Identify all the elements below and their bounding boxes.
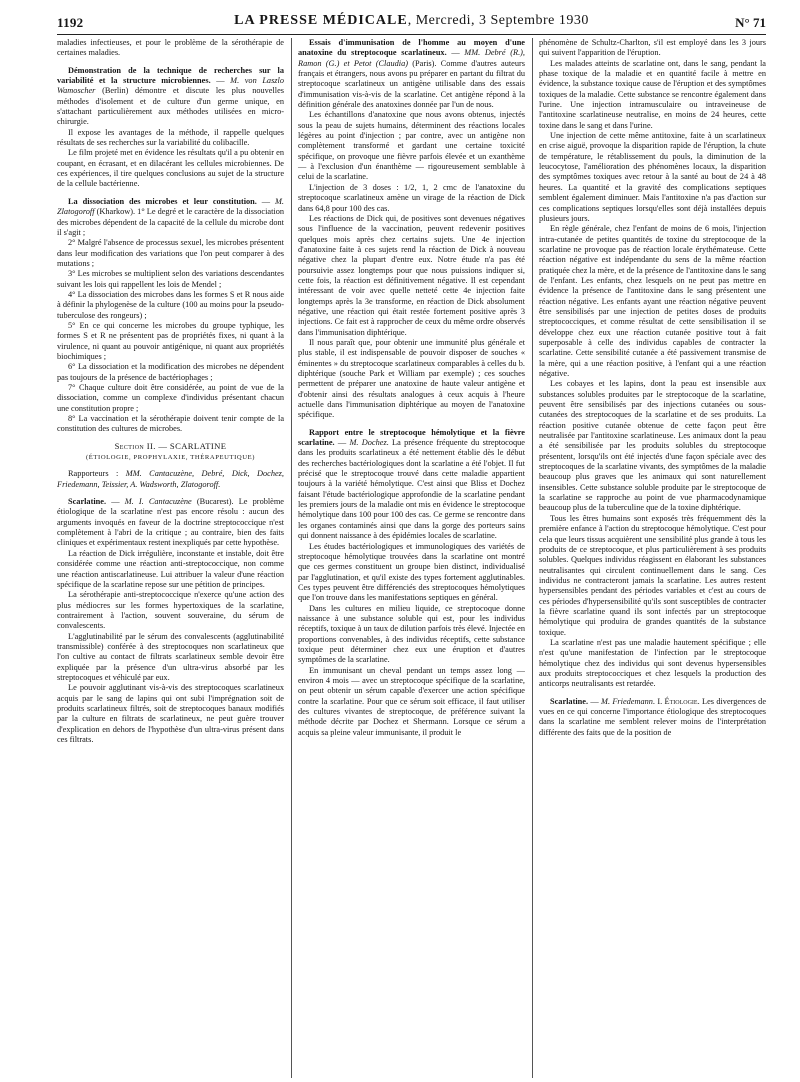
paragraph: (Paris). Comme d'autres auteurs français et étrangers, nous avons pu préparer en partant du filtrat du streptocoque scarlatineux un antigène utilisable dans des essais d'immunisation vis-à-vis de la scarlatine. Cet antigène répond à la définition générale des anatoxines donnée par l'un de nous. bbox=[298, 58, 525, 110]
paragraph: Une injection de cette même antitoxine, faite à un scarlatineux en crise aiguë, provoque la disparition rapide de l'éruption, la chute de température, le rétablissement du pouls, la diminution de la leucocytose, l'amélioration des phénomènes locaux, la disparition des symptômes toxiques avec retour à la santé au bout de 24 à 48 heures. La quantité et la gravité des complications septiques semblent également diminuer. Mais l'antitoxine n'a pas d'action sur ces complications septiques lorsqu'elles sont déjà installées depuis plusieurs jours. bbox=[539, 131, 766, 223]
paragraph: La sérothérapie anti-streptococcique n'exerce qu'une action des plus médiocres sur les formes hypertoxiques de la scarlatine, contrairement à l'action, souvent souveraine, du sérum de convalescents. bbox=[57, 590, 284, 631]
paragraph: Les échantillons d'anatoxine que nous avons obtenus, injectés sous la peau de sujets humains, déterminent des réactions locales légères au point d'injection ; par contre, avec un antigène non complètement transformé et gardant une certaine toxicité spécifique, on provoque une fièvre parfois élevée et un exanthème — à l'exclusion d'un énanthème — rigoureusement semblable à celui de la scarlatine. bbox=[298, 110, 525, 182]
author-name: M. Zlatogoroff bbox=[57, 196, 284, 217]
paragraph: Le pouvoir agglutinant vis-à-vis des streptocoques scarlatineux acquis par le sang de lapins qui ont subi l'imprégnation soit de produits scarlatineux filtrés, soit de streptocoques banaux modifiés par la culture en filtrats de scarlatineux, ne peut guère trouver d'explication en dehors de l'hypothèse d'un ultra-virus présent dans ces filtrats. bbox=[57, 683, 284, 744]
paragraph: L'injection de 3 doses : 1/2, 1, 2 cmc de l'anatoxine du streptocoque scarlatineux amène un virage de la réaction de Dick dans 64,8 pour 100 des cas. bbox=[298, 182, 525, 213]
author-name: M. von Laszlo Wamoscher bbox=[57, 76, 284, 96]
author-name: MM. Debré (R.), Ramon (G.) et Petot (Claudia) bbox=[298, 48, 525, 68]
journal-name: LA PRESSE MÉDICALE bbox=[234, 13, 408, 28]
paragraph: La réaction de Dick irrégulière, inconstante et instable, doit être considérée comme une réaction anti-streptococcique, non comme une réaction antiscarlatineuse. Lui attribuer la valeur d'une réaction spécifique de la scarlatine repose sur une pétition de principes. bbox=[57, 548, 284, 589]
page-number: 1192 bbox=[57, 15, 84, 30]
communication-block: Rapport entre le streptocoque hémolytique et la fièvre scarlatine. — M. Dochez. La présence fréquente du streptocoque dans les produits scarlatineux a été nettement établie dès le début des recherches bactériologiques dont la scarlatine a été l'objet. Il fut précisé que le streptocoque trouvé dans cette maladie appartient toujours à la variété hémolytique. C'est ainsi que Bliss et Dochez faisant l'étude bactériologique approfondie de la scarlatine pendant les premiers jours de la maladie ont mis en évidence le streptocoque hémolytique dans 100 pour 100 des cas. Ce germe se rencontre dans les organes contaminés ainsi que dans la gorge des porteurs sains qui donnent naissance à des épidémies locales de scarlatine. bbox=[298, 427, 525, 541]
paragraph: Les cobayes et les lapins, dont la peau est insensible aux substances solubles produites par le streptocoque de la scarlatine, peuvent être sensibilisés par des injections cutanées ou sous-cutanées des streptocoques de la scarlatine et de ses produits. La réaction positive cutanée obtenue de cette façon peut être neutralisée par l'antitoxine scarlatineuse. Les animaux dont la peau a été sensibilisée par les produits solubles du streptocoque présentent, lorsqu'ils ont été injectés d'une façon spéciale avec des streptocoques de la scarlatine vivants, des symptômes de la maladie beaucoup plus graves que les animaux qui sont naturellement insensibles. Cette substance soluble produite par le streptocoque de la scarlatine se rapproche au point de vue pharmacodynamique beaucoup plus de la tuberculine que de la toxine diphtérique. bbox=[539, 379, 766, 513]
column-left bbox=[57, 38, 284, 1078]
communication-block: Scarlatine. — M. Friedemann. I. Étiologie. Les divergences de vues en ce qui concerne l'importance étiologique des streptocoques dans la scarlatine me semblent relever moins de l'interprétation différente des faits que de la position de bbox=[539, 696, 766, 737]
list-item: 4° La dissociation des microbes dans les formes S et R nous aide à définir la phylogenèse de la culture (100 au moins pour la pseudo-tuberculose des rongeurs) ; bbox=[57, 289, 284, 320]
communication-heading: Scarlatine. bbox=[68, 497, 107, 507]
paragraph: Les réactions de Dick qui, de positives sont devenues négatives sous l'influence de la vaccination, peuvent redevenir positives quelques mois après chez certains sujets. Une 4e injection d'anatoxine faite à ces sujets rend la réaction de Dick à nouveau négative chez la plupart d'entre eux. Notre étude n'a pas été poursuivie assez longtemps pour que nous puissions indiquer si, cette fois, la réaction est définitivement négative. Il est cependant intéressant de voir avec quelle netteté cette 4e injection faite longtemps après la 3e transforme, en réaction de Dick absolument négative, une réaction qui était restée fortement positive après 3 injections. Ce fait est à rapprocher de ceux du même ordre observés dans l'immunisation diphtérique. bbox=[298, 213, 525, 337]
paragraph: Les études bactériologiques et immunologiques des variétés de streptocoque hémolytique trouvées dans la scarlatine ont montré que ces germes constituent un groupe bien distinct, individualisé par l'agglutination, et qu'il existe des types fortement agglutinables. Ces types peuvent être différenciés des streptocoques hémolytiques que l'on trouve dans les manifestations septiques en général. bbox=[298, 541, 525, 603]
paragraph: Les malades atteints de scarlatine ont, dans le sang, pendant la phase toxique de la maladie et en quantité facile à mettre en évidence, la substance toxique cause de l'éruption et des symptômes toxiques de la maladie. Cette substance se rencontre également dans l'urine. Une injection intramusculaire ou intraveineuse de l'antitoxine scarlatineuse neutralise, en moins de 24 heures, cette toxine dans le sang et dans l'urine. bbox=[539, 58, 766, 130]
issue-date: , Mercredi, 3 Septembre 1930 bbox=[407, 13, 589, 28]
author-name: M. Dochez bbox=[349, 438, 387, 448]
author-name: M. Friedemann bbox=[601, 696, 653, 706]
paragraph: maladies infectieuses, et pour le problème de la sérothérapie de certaines maladies. bbox=[57, 38, 284, 58]
section-name: — SCARLATINE bbox=[155, 440, 227, 451]
rapporteurs-label: Rapporteurs : bbox=[68, 469, 119, 479]
list-item: 2° Malgré l'absence de processus sexuel, les microbes présentent dans leur modification des variations que l'on peut comparer à des mutations ; bbox=[57, 238, 284, 268]
column-middle bbox=[291, 38, 525, 1078]
paragraph: Les divergences de vues en ce qui concerne l'importance étiologique des streptocoques dans la scarlatine me semblent relever moins de l'interprétation différente des faits que de la position de bbox=[539, 696, 766, 737]
paragraph: L'agglutinabilité par le sérum des convalescents (agglutinabilité transmissible) conférée à des streptocoques non scarlatineux que l'on cultive au contact de filtrats scarlatineux semble devoir être expliquée par la présence d'un ultra-virus absorbé par les streptocoques et véhiculé par eux. bbox=[57, 631, 284, 682]
paragraph: La scarlatine n'est pas une maladie hautement spécifique ; elle n'est qu'une manifestation de l'infection par le streptocoque hémolytique chez des individus qui sont devenus hypersensibles aux produits streptococciques et chez lesquels la production des anticorps neutralisants est retardée. bbox=[539, 637, 766, 689]
paragraph: La présence fréquente du streptocoque dans les produits scarlatineux a été nettement établie dès le début des recherches bactériologiques dont la scarlatine a été l'objet. Il fut précisé que le streptocoque trouvé dans cette maladie appartient toujours à la variété hémolytique. C'est ainsi que Bliss et Dochez faisant l'étude bactériologique approfondie de la scarlatine pendant les premiers jours de la maladie ont mis en évidence le streptocoque hémolytique dans 100 pour 100 des cas. Ce germe se rencontre dans les organes contaminés ainsi que dans la gorge des porteurs sains qui donnent naissance à des épidémies locales de scarlatine. bbox=[298, 438, 525, 541]
paragraph: (Bucarest). Le problème étiologique de la scarlatine n'est pas encore résolu : aucun des arguments invoqués en faveur de la doctrine streptococcique n'est complètement à l'abri de la critique ; au contraire, bien des faits cliniques et expérimentaux restent inexpliqués par cette hypothèse. bbox=[57, 497, 284, 548]
list-item: 6° La dissociation et la modification des microbes ne dépendent pas toujours de la présence de bactériophages ; bbox=[57, 362, 284, 382]
list-item: 8° La vaccination et la sérothérapie doivent tenir compte de la constitution des cultures de microbes. bbox=[57, 414, 284, 434]
paragraph: Dans les cultures en milieu liquide, ce streptocoque donne naissance à une substance soluble qui est, pour les individus réceptifs, toxique à un taux de dilution parfois très élevé. Injectée en proportions convenables, à des individus réceptifs, cette substance toxique peut déterminer chez eux une éruption et d'autres symptômes de la scarlatine. bbox=[298, 603, 525, 665]
author-name: M. I. Cantacuzène bbox=[124, 497, 192, 507]
section-number: Section II. bbox=[114, 440, 156, 451]
journal-title-line bbox=[57, 12, 766, 30]
communication-heading: La dissociation des microbes et leur constitution. bbox=[68, 196, 257, 206]
communication-block: La dissociation des microbes et leur constitution. — M. Zlatogoroff (Kharkow). 1° Le degré et le caractère de la dissociation des microbes dépendent de la capacité de la cellule du microbe dont il s'agit ; bbox=[57, 196, 284, 237]
list-item: 5° En ce qui concerne les microbes du groupe typhique, les formes S et R ne présentent pas de propriétés fixes, ni quant à la virulence, ni quant au pouvoir antigénique, ni quant aux propriétés biochimiques ; bbox=[57, 320, 284, 361]
communication-block: Démonstration de la technique de recherches sur la variabilité et la structure microbiennes. — M. von Laszlo Wamoscher (Berlin) démontre et discute les plus nouvelles méthodes d'isolement et de culture d'un germe unique, en s'attachant particulièrement aux méthodes utilisées en micro-chirurgie. bbox=[57, 65, 284, 127]
communication-block: Scarlatine. — M. I. Cantacuzène (Bucarest). Le problème étiologique de la scarlatine n'est pas encore résolu : aucun des arguments invoqués en faveur de la doctrine streptococcique n'est complètement à l'abri de la critique ; au contraire, bien des faits cliniques et expérimentaux restent inexpliqués par cette hypothèse. bbox=[57, 497, 284, 548]
communication-heading: Démonstration de la technique de recherches sur la variabilité et la structure microbiennes. bbox=[57, 65, 284, 86]
communication-heading: Essais d'immunisation de l'homme au moyen d'une anatoxine du streptocoque scarlatineux. bbox=[298, 38, 525, 58]
list-item: 3° Les microbes se multiplient selon des variations descendantes suivant les lois qui rappellent les lois de Mendel ; bbox=[57, 269, 284, 289]
section-label: . I. Étiologie. bbox=[652, 696, 700, 706]
rapporteurs bbox=[57, 469, 284, 490]
paragraph: phénomène de Schultz-Charlton, s'il est employé dans les 3 jours qui suivent l'apparition de l'éruption. bbox=[539, 38, 766, 58]
paragraph: Il expose les avantages de la méthode, il rappelle quelques résultats de ses recherches sur la variabilité du colibacille. bbox=[57, 127, 284, 148]
page-header bbox=[57, 12, 766, 35]
paragraph: Le film projeté met en évidence les résultats qu'il a pu obtenir en coupant, en écrasant, et en dilacérant les cellules microbiennes. De ces expériences, il tire quelques conclusions au sujet de la structure de la cellule bactérienne. bbox=[57, 148, 284, 189]
paragraph: En règle générale, chez l'enfant de moins de 6 mois, l'injection intra-cutanée de petites quantités de toxine du streptocoque de la scarlatine ne provoque pas de réaction locale érythémateuse. Cette réaction négative est indépendante du sens de la même réaction pratiquée chez la mère, et de la présence de l'antitoxine dans le sang de l'enfant. Les enfants, chez lesquels on ne peut pas mettre en évidence la présence de l'antitoxine dans le sang présentent une réaction négative. Les enfants ayant une réaction négative peuvent être sensibilisés par une injection de petites doses de produits streptococciques, et comme résultat de cette sensibilisation il se développe chez eux une réaction cutanée positive tout à fait superposable à celle des individus capables de contracter la scarlatine. Cette sensibilité cutanée a été passivement transmise de la mère, qui a une réaction positive, à l'enfant qui a une réaction négative. bbox=[539, 224, 766, 378]
issue-number: N° 71 bbox=[735, 15, 766, 30]
communication-heading: Rapport entre le streptocoque hémolytique et la fièvre scarlatine. bbox=[298, 427, 525, 448]
paragraph: (Kharkow). 1° Le degré et le caractère de la dissociation des microbes dépendent de la capacité de la cellule du microbe dont il s'agit ; bbox=[57, 207, 284, 237]
paragraph: (Berlin) démontre et discute les plus nouvelles méthodes d'isolement et de culture d'un germe unique, en s'attachant particulièrement aux méthodes utilisées en micro-chirurgie. bbox=[57, 86, 284, 127]
paragraph: En immunisant un cheval pendant un temps assez long — environ 4 mois — avec un streptocoque spécifique de la scarlatine, on peut obtenir un sérum capable d'exercer une action spécifique contre la scarlatine. Pour que ce sérum soit efficace, il faut utiliser des cultures vivantes de streptocoque, de préférence suivant la méthode décrite par Dochez et Shermann. Lorsque ce sérum a acquis sa pleine valeur immunisante, il produit le bbox=[298, 665, 525, 737]
communication-heading: Scarlatine. bbox=[550, 696, 589, 706]
paragraph: Tous les êtres humains sont exposés très fréquemment dès la première enfance à l'action du streptocoque hémolytique. C'est pour cela que leurs tissus acquièrent une sensibilité plus grande à tous les produits de ce streptocoque, et plus particulièrement à ses produits solubles. Quelques individus réagissent en élaborant les substances neutralisantes qui circulent continuellement dans le sang. Ces individus ne contracteront jamais la scarlatine. Les autres restent hypersensibles pendant des périodes variables et c'est au cours de ces périodes d'hypersensibilité qu'ils sont susceptibles de contracter la fièvre scarlatine quand ils sont infectés par un streptocoque hémolytique qui produira de grandes quantités de la substance toxique. bbox=[539, 513, 766, 637]
paragraph: Il nous paraît que, pour obtenir une immunité plus générale et plus stable, il est indispensable de pouvoir disposer de souches « éminentes » du streptocoque scarlatineux comparables à celles du b. diphtérique (souche Park et William par exemple) ; ces souches permettent de préparer une anatoxine de haute valeur antigène et d'obtenir ainsi des résultats analogues à ceux acquis à l'heure actuelle dans l'immunisation diphtérique au moyen de l'anatoxine spécifique. bbox=[298, 337, 525, 420]
section-subtitle: (ÉTIOLOGIE, PROPHYLAXIE, THÉRAPEUTIQUE) bbox=[85, 454, 256, 462]
communication-block: Essais d'immunisation de l'homme au moyen d'une anatoxine du streptocoque scarlatineux. — MM. Debré (R.), Ramon (G.) et Petot (Claudia) (Paris). Comme d'autres auteurs français et étrangers, nous avons pu préparer en partant du filtrat du streptocoque scarlatineux un antigène utilisable dans des essais d'immunisation vis-à-vis de la scarlatine. Cet antigène répond à la définition générale des anatoxines donnée par l'un de nous. bbox=[298, 38, 525, 110]
list-item: 7° Chaque culture doit être considérée, au point de vue de la dissociation, comme un complexe d'individus présentant chacun une constitution propre ; bbox=[57, 383, 284, 413]
rapporteurs-names: MM. Cantacuzène, Debré, Dick, Dochez, Friedemann, Teissier, A. Wadsworth, Zlatogoroff. bbox=[57, 469, 284, 489]
section-title bbox=[57, 441, 284, 451]
column-right bbox=[532, 38, 766, 1078]
article-columns bbox=[57, 38, 766, 1078]
